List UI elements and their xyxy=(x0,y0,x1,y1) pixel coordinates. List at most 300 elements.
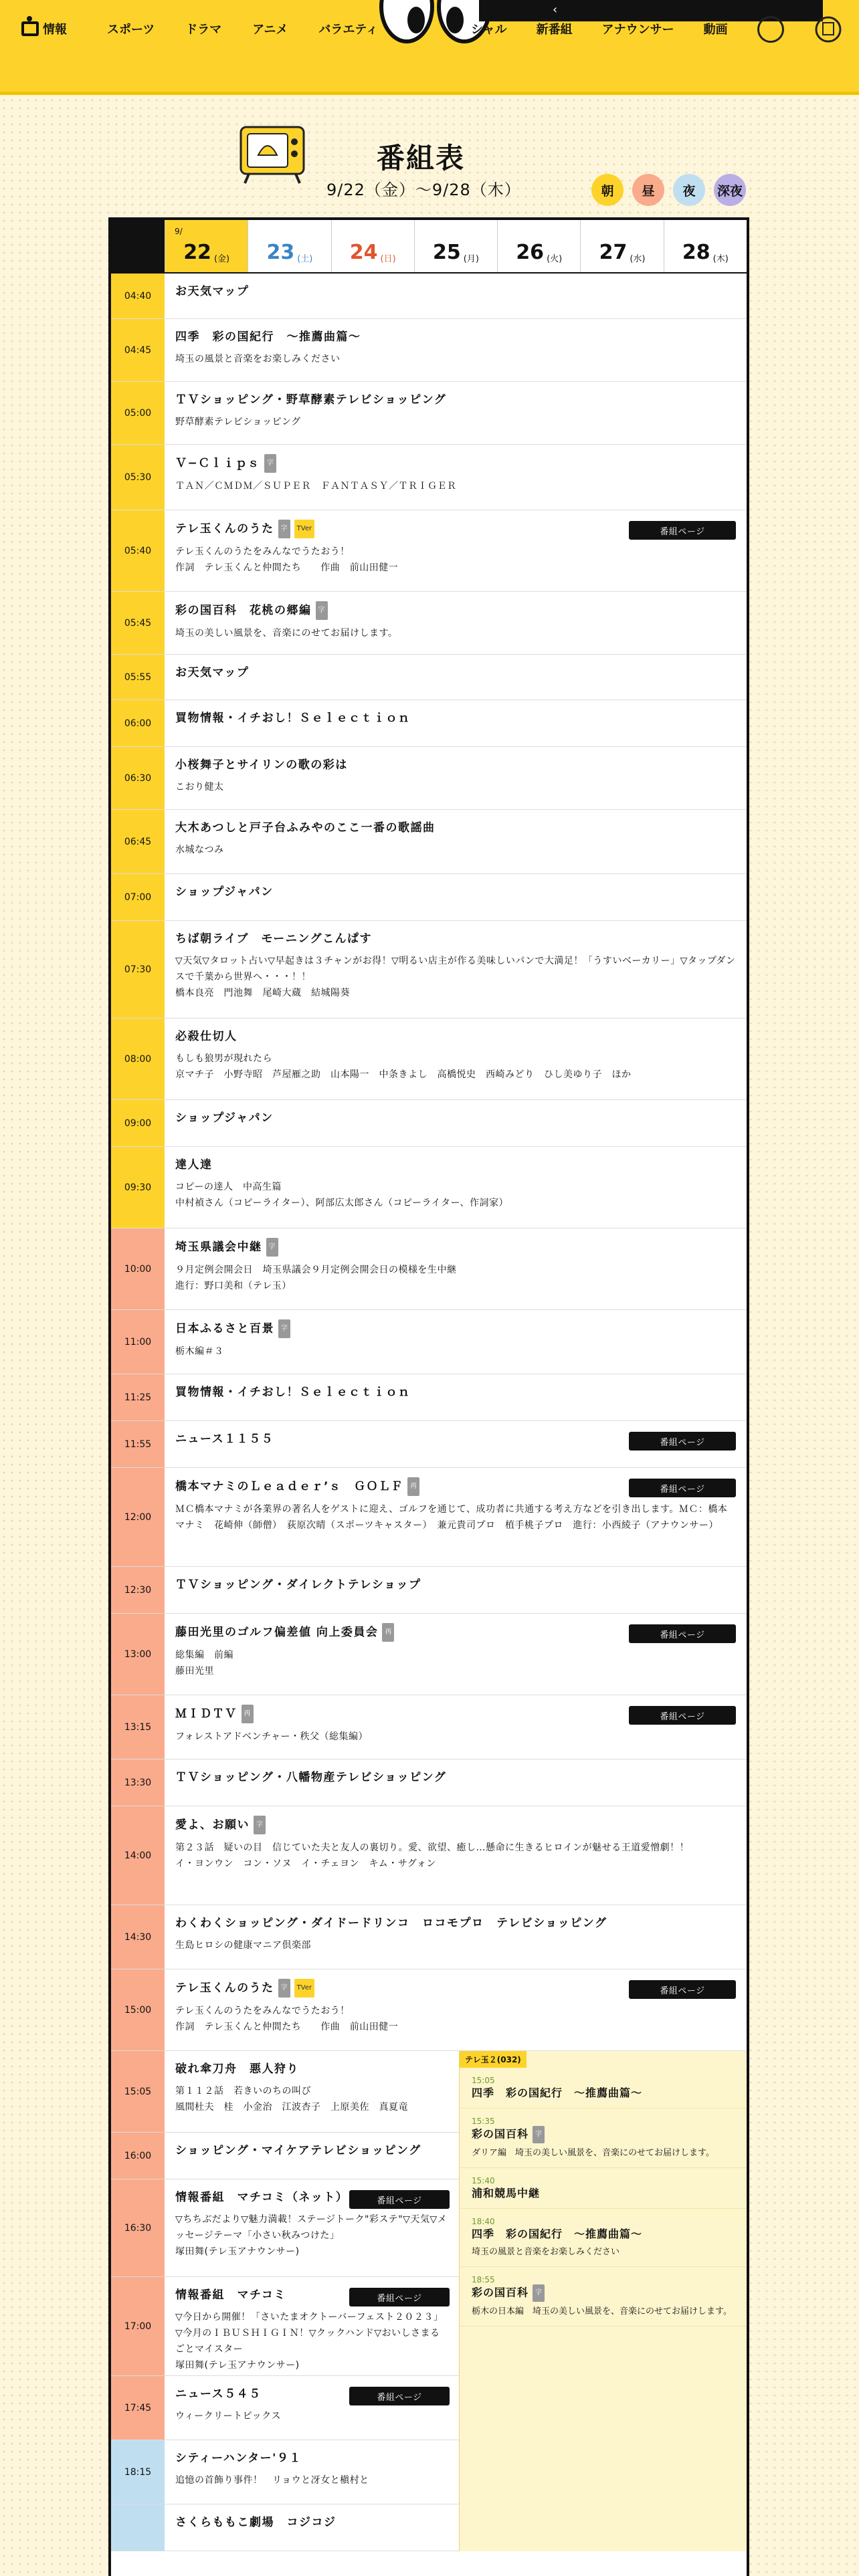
program-description-line: こおり健太 xyxy=(175,782,224,792)
program-title[interactable] xyxy=(175,1028,736,1045)
sub-program-description: ダリア編 埼玉の美しい風景を、音楽にのせてお届けします。 xyxy=(472,2148,714,2158)
nav-item[interactable]: アナウンサー xyxy=(601,23,674,37)
program-time: 12:30 xyxy=(111,1567,165,1613)
program-description-line: 栃木編＃３ xyxy=(175,1346,224,1357)
program-description xyxy=(175,2309,448,2373)
sub-program-title[interactable] xyxy=(472,2226,735,2242)
program-page-button[interactable]: 番組ページ xyxy=(629,1479,736,1497)
program-time: 17:45 xyxy=(111,2376,165,2440)
tv-mascot-illustration xyxy=(235,114,309,187)
program-time: 15:00 xyxy=(111,1969,165,2050)
program-time: 11:00 xyxy=(111,1310,165,1374)
program-title-text: 情報番組 マチコミ xyxy=(175,2288,286,2302)
program-cell[interactable] xyxy=(165,1228,747,1309)
secondary-nav xyxy=(471,20,757,37)
program-cell[interactable] xyxy=(165,1147,747,1228)
program-description xyxy=(175,2212,448,2260)
sub-program-title-text: 四季 彩の国紀行 〜推薦曲篇〜 xyxy=(472,2228,643,2240)
program-cell[interactable] xyxy=(165,2504,459,2551)
program-description-line: 橋本良亮 門池舞 尾崎大蔵 結城陽葵 xyxy=(175,988,350,998)
sub-program-title[interactable] xyxy=(472,2126,735,2143)
program-title[interactable] xyxy=(175,1156,736,1174)
program-description xyxy=(175,842,736,858)
program-cell[interactable] xyxy=(165,1759,747,1806)
nav-item[interactable]: 新番組 xyxy=(536,23,573,37)
program-row[interactable] xyxy=(111,2179,459,2277)
program-cell[interactable] xyxy=(165,921,747,1018)
program-title[interactable] xyxy=(175,601,736,620)
program-row[interactable] xyxy=(111,1567,747,1614)
program-row[interactable] xyxy=(111,921,747,1018)
nav-item[interactable]: アニメ xyxy=(252,23,288,37)
program-title-text: テレ玉くんのうた xyxy=(175,1981,274,1995)
program-time: 11:25 xyxy=(111,1374,165,1420)
program-time: 11:55 xyxy=(111,1421,165,1467)
program-title-text: シティーハンター'９１ xyxy=(175,2452,302,2465)
program-description-line: ＴＡＮ／ＣＭＤＭ／ＳＵＰＥＲ ＦＡＮＴＡＳＹ／ＴＲＩＧＥＲ xyxy=(175,481,457,492)
program-row[interactable] xyxy=(111,1310,747,1374)
program-title[interactable] xyxy=(175,664,736,681)
program-cell[interactable] xyxy=(165,655,747,700)
program-row[interactable] xyxy=(111,1228,747,1310)
program-title-text: ＭＩＤＴＶ xyxy=(175,1707,237,1721)
day-tab[interactable] xyxy=(664,220,747,272)
program-title-text: さくらももこ劇場 コジコジ xyxy=(175,2516,337,2529)
program-cell[interactable] xyxy=(165,510,747,591)
sub-program-title[interactable] xyxy=(472,2284,735,2302)
program-description-line: 風間杜夫 桂 小金治 江波杏子 上原美佐 真夏竜 xyxy=(175,2102,408,2113)
program-time: 08:00 xyxy=(111,1018,165,1099)
program-time: 05:40 xyxy=(111,510,165,591)
program-description-line: 水城なつみ xyxy=(175,845,224,855)
program-description-line: コピーの達人 中高生篇 xyxy=(175,1182,282,1192)
program-description xyxy=(175,544,736,576)
program-title-text: ＴＶショッピング・八幡物産テレビショッピング xyxy=(175,1771,447,1784)
time-badge[interactable]: 朝 xyxy=(591,174,624,206)
program-description xyxy=(175,1262,736,1294)
program-title-text: わくわくショッピング・ダイドードリンコ ロコモプロ テレビショッピング xyxy=(175,1917,607,1930)
program-title-text: ショップジャパン xyxy=(175,885,274,899)
day-tab[interactable] xyxy=(414,220,497,272)
program-title[interactable] xyxy=(175,2514,448,2531)
program-page-button[interactable]: 番組ページ xyxy=(629,1624,736,1643)
program-title[interactable] xyxy=(175,1109,736,1127)
day-weekday: (日) xyxy=(380,254,396,264)
program-title-text: 愛よ、お願い xyxy=(175,1818,250,1832)
program-row[interactable] xyxy=(111,810,747,874)
program-page-button[interactable]: 番組ページ xyxy=(349,2288,450,2306)
program-time: 09:30 xyxy=(111,1147,165,1228)
program-time: 04:45 xyxy=(111,319,165,381)
program-description-line: ９月定例会開会日 埼玉県議会９月定例会開会日の模様を生中継 xyxy=(175,1265,457,1275)
program-description-line: イ・ヨンウン コン・ソヌ イ・チェヨン キム・サグォン xyxy=(175,1858,436,1869)
program-row[interactable] xyxy=(111,1374,747,1421)
program-row[interactable] xyxy=(111,1759,747,1806)
program-description xyxy=(175,953,736,1001)
program-cell[interactable] xyxy=(165,2277,459,2375)
sub-program-description: 栃木の日本編 埼玉の美しい風景を、音楽にのせてお届けします。 xyxy=(472,2306,732,2317)
program-description-line: 第１１２話 若きいのちの叫び xyxy=(175,2086,311,2097)
caption-badge: 字 xyxy=(278,520,290,538)
program-title[interactable] xyxy=(175,283,736,300)
program-title-text: ショッピング・マイケアテレビショッピング xyxy=(175,2144,421,2157)
program-row[interactable] xyxy=(111,274,747,319)
program-title-text: 日本ふるさと百景 xyxy=(175,1322,274,1335)
program-title-text: 必殺仕切人 xyxy=(175,1030,237,1043)
program-page-button[interactable]: 番組ページ xyxy=(349,2190,450,2209)
program-time: 14:30 xyxy=(111,1905,165,1969)
program-title[interactable] xyxy=(175,1816,736,1834)
program-row[interactable] xyxy=(111,1806,747,1905)
nav-item[interactable]: ドラマ xyxy=(185,23,222,37)
program-description-line: 塚田舞(テレ玉アナウンサー) xyxy=(175,2246,300,2257)
caption-badge: 字 xyxy=(278,1979,290,1998)
program-cell[interactable] xyxy=(165,747,747,809)
caption-badge: 字 xyxy=(533,2126,545,2143)
program-title-text: 彩の国百科 花桃の郷編 xyxy=(175,604,312,617)
program-description-line: 野草酵素テレビショッピング xyxy=(175,417,301,427)
program-time: 06:45 xyxy=(111,810,165,873)
day-tabs xyxy=(111,220,747,274)
program-time: 13:00 xyxy=(111,1614,165,1695)
program-time: 07:30 xyxy=(111,921,165,1018)
program-description-line: ▽天気▽タロット占い▽早起きは３チャンがお得！▽明るい店主が作る美味しいパンで大満足！「うすいベーカリー」▽タップダンスで千葉から世界へ・・・！！ xyxy=(175,956,736,982)
program-title[interactable] xyxy=(175,2142,448,2159)
program-page-button[interactable]: 番組ページ xyxy=(629,1706,736,1725)
program-list xyxy=(111,274,747,2051)
program-time: 06:00 xyxy=(111,700,165,746)
program-time: 13:30 xyxy=(111,1759,165,1806)
program-time: 05:30 xyxy=(111,445,165,510)
program-title-text: 情報番組 マチコミ（ネット） xyxy=(175,2191,349,2204)
program-time: 05:45 xyxy=(111,592,165,654)
program-row[interactable] xyxy=(111,2133,459,2179)
program-title-text: 破れ傘刀舟 悪人狩り xyxy=(175,2062,299,2076)
program-title[interactable] xyxy=(175,1384,736,1401)
program-cell[interactable] xyxy=(165,1421,747,1467)
program-title[interactable] xyxy=(175,819,736,837)
program-time: 18:15 xyxy=(111,2440,165,2504)
program-row[interactable] xyxy=(111,445,747,510)
program-title-text: ショップジャパン xyxy=(175,1111,274,1125)
sub-program-title-text: 彩の国百科 xyxy=(472,2286,529,2299)
program-description xyxy=(175,1179,736,1211)
program-description xyxy=(175,1051,736,1083)
main-nav xyxy=(107,20,409,37)
sub-program-item[interactable] xyxy=(460,2168,747,2209)
program-description-line: フォレストアドベンチャー・秩父（総集編） xyxy=(175,1731,369,1742)
day-weekday: (木) xyxy=(712,254,729,264)
caption-badge: 字 xyxy=(533,2284,545,2302)
sub-program-time: 15:35 xyxy=(472,2117,495,2126)
program-cell[interactable] xyxy=(165,592,747,654)
caption-badge: 字 xyxy=(278,1319,290,1338)
program-title[interactable] xyxy=(175,2450,448,2467)
sub-program-description: 埼玉の風景と音楽をお楽しみください xyxy=(472,2247,620,2257)
program-page-button[interactable]: 番組ページ xyxy=(349,2387,450,2405)
program-cell[interactable] xyxy=(165,1100,747,1146)
caption-badge: 字 xyxy=(254,1816,266,1834)
program-title-text: ＴＶショッピング・ダイレクトテレショップ xyxy=(175,1578,421,1592)
caption-badge: 字 xyxy=(264,454,276,473)
program-title-text: 大木あつしと戸子台ふみやのここ一番の歌謡曲 xyxy=(175,821,436,835)
program-cell[interactable] xyxy=(165,2051,459,2132)
sub-program-time: 15:40 xyxy=(472,2176,495,2185)
program-title[interactable] xyxy=(175,1915,736,1932)
program-time: 05:00 xyxy=(111,382,165,444)
program-description-line: 総集編 前編 xyxy=(175,1650,233,1660)
sub-program-title[interactable] xyxy=(472,2085,735,2101)
day-number: 28 xyxy=(682,241,710,264)
program-description xyxy=(175,351,736,367)
day-weekday: (月) xyxy=(463,254,479,264)
program-description-line: 埼玉の美しい風景を、音楽にのせてお届けします。 xyxy=(175,628,398,639)
program-row[interactable] xyxy=(111,2051,459,2133)
program-title-text: ちば朝ライブ モーニングこんぱす xyxy=(175,932,372,946)
program-cell[interactable] xyxy=(165,1614,747,1695)
program-title-text: 買物情報・イチおし！Ｓｅｌｅｃｔｉｏｎ xyxy=(175,712,411,725)
program-description-line: ▽ちちぶだより▽魅力満載！ステージトーク"彩ステ"▽天気▽メッセージテーマ「小さい秋みつけた」 xyxy=(175,2214,448,2241)
day-number: 22 xyxy=(183,241,211,264)
sub-program-title-text: 四季 彩の国紀行 〜推薦曲篇〜 xyxy=(472,2086,643,2099)
nav-item[interactable]: 動画 xyxy=(703,23,728,37)
sub-channel-column xyxy=(459,2051,747,2551)
program-description xyxy=(175,625,736,641)
program-cell[interactable] xyxy=(165,1905,747,1969)
sub-channel-label: テレ玉２(032) xyxy=(460,2051,527,2068)
program-row[interactable] xyxy=(111,510,747,592)
program-title[interactable] xyxy=(175,930,736,948)
program-cell[interactable] xyxy=(165,1310,747,1374)
program-cell[interactable] xyxy=(165,1468,747,1566)
program-row[interactable] xyxy=(111,592,747,655)
program-cell[interactable] xyxy=(165,1969,747,2050)
program-row[interactable] xyxy=(111,1018,747,1100)
sub-program-title-text: 彩の国百科 xyxy=(472,2127,529,2141)
program-description xyxy=(175,1937,736,1953)
program-description-line: 藤田光里 xyxy=(175,1666,214,1677)
program-title-text: 藤田光里のゴルフ偏差値 向上委員会 xyxy=(175,1626,379,1639)
program-title-text: 埼玉県議会中継 xyxy=(175,1241,262,1254)
program-cell[interactable] xyxy=(165,810,747,873)
program-cell[interactable] xyxy=(165,382,747,444)
program-row[interactable] xyxy=(111,2376,459,2440)
program-cell[interactable] xyxy=(165,2179,459,2276)
nav-item[interactable]: シャル xyxy=(471,23,507,37)
program-description xyxy=(175,2003,736,2035)
program-description xyxy=(175,1501,736,1533)
program-title[interactable] xyxy=(175,328,736,346)
program-title[interactable] xyxy=(175,391,736,409)
program-title[interactable] xyxy=(175,883,736,901)
program-cell[interactable] xyxy=(165,1806,747,1905)
program-title-text: 四季 彩の国紀行 〜推薦曲篇〜 xyxy=(175,330,361,344)
program-description-line: 中村禎さん（コピーライター）、阿部広太郎さん（コピーライター、作詞家） xyxy=(175,1198,508,1208)
program-description-line: 塚田舞(テレ玉アナウンサー) xyxy=(175,2360,300,2371)
day-weekday: (土) xyxy=(297,254,313,264)
program-row[interactable] xyxy=(111,2504,459,2551)
program-row[interactable] xyxy=(111,874,747,921)
program-description-line: 作詞 テレ玉くんと仲間たち 作曲 前山田健一 xyxy=(175,562,399,573)
program-time: 17:00 xyxy=(111,2277,165,2375)
program-row[interactable] xyxy=(111,319,747,382)
program-description xyxy=(175,1344,736,1360)
program-row[interactable] xyxy=(111,1421,747,1468)
day-tab[interactable] xyxy=(165,220,248,272)
day-number: 24 xyxy=(349,241,378,264)
day-number: 23 xyxy=(266,241,295,264)
day-tab[interactable] xyxy=(331,220,414,272)
program-time: 10:00 xyxy=(111,1228,165,1309)
program-description xyxy=(175,2408,448,2424)
program-row[interactable] xyxy=(111,1147,747,1228)
time-badge[interactable]: 夜 xyxy=(673,174,705,206)
program-title[interactable] xyxy=(175,1576,736,1594)
program-cell[interactable] xyxy=(165,2133,459,2179)
day-weekday: (火) xyxy=(547,254,563,264)
program-row[interactable] xyxy=(111,655,747,700)
program-cell[interactable] xyxy=(165,1567,747,1613)
program-title-text: 小桜舞子とサイリンの歌の彩は xyxy=(175,758,348,772)
sub-program-item[interactable] xyxy=(460,2068,747,2109)
program-description xyxy=(175,478,736,494)
program-row[interactable] xyxy=(111,1468,747,1567)
program-title-text: ニュース５４５ xyxy=(175,2387,262,2401)
time-filter xyxy=(591,174,746,206)
program-cell[interactable] xyxy=(165,2376,459,2440)
program-title-text: 買物情報・イチおし！Ｓｅｌｅｃｔｉｏｎ xyxy=(175,1386,411,1399)
program-title[interactable] xyxy=(175,1238,736,1257)
program-time: 13:15 xyxy=(111,1695,165,1759)
program-page-button[interactable]: 番組ページ xyxy=(629,1980,736,1999)
program-description-line: 作詞 テレ玉くんと仲間たち 作曲 前山田健一 xyxy=(175,2022,399,2032)
program-description xyxy=(175,779,736,795)
program-time: 16:30 xyxy=(111,2179,165,2276)
nav-item[interactable]: バラエティ xyxy=(318,23,378,37)
day-month: 9/ xyxy=(175,227,183,236)
program-schedule xyxy=(108,217,749,2576)
program-description xyxy=(175,1840,736,1872)
program-title[interactable] xyxy=(175,1769,736,1786)
sub-program-item[interactable] xyxy=(460,2267,747,2327)
program-row[interactable] xyxy=(111,1614,747,1695)
program-cell[interactable] xyxy=(165,874,747,920)
program-row[interactable] xyxy=(111,1969,747,2051)
program-page-button[interactable]: 番組ページ xyxy=(629,1432,736,1451)
program-description xyxy=(175,2472,448,2488)
slider-prev-icon[interactable]: ‹ xyxy=(553,3,558,17)
date-range: 9/22（金）〜9/28（木） xyxy=(326,181,521,199)
tv-icon[interactable] xyxy=(757,16,784,43)
sub-program-time: 18:55 xyxy=(472,2275,495,2284)
program-row[interactable] xyxy=(111,1695,747,1759)
program-time: 16:00 xyxy=(111,2133,165,2179)
program-time: 12:00 xyxy=(111,1468,165,1566)
split-program-list xyxy=(111,2051,747,2551)
program-description-line: テレ玉くんのうたをみんなでうたおう！ xyxy=(175,546,350,557)
nav-item[interactable]: スポーツ xyxy=(107,23,155,37)
program-description-line: ウィークリートピックス xyxy=(175,2411,281,2422)
day-weekday: (金) xyxy=(213,254,230,264)
program-title[interactable] xyxy=(175,2060,448,2078)
program-time: 15:05 xyxy=(111,2051,165,2132)
program-row[interactable] xyxy=(111,2440,459,2504)
site-logo[interactable] xyxy=(20,12,94,44)
program-row[interactable] xyxy=(111,1100,747,1147)
program-description xyxy=(175,1647,736,1679)
program-description-line: ▽今日から開催！「さいたまオクトーバーフェスト２０２３」▽今月のＩＢＵＳＨＩＧＩＮ！▽クックハンド▽おいしさまるごとマイスター xyxy=(175,2312,444,2355)
program-title[interactable] xyxy=(175,454,736,473)
program-time xyxy=(111,2504,165,2551)
day-tab[interactable] xyxy=(248,220,330,272)
program-row[interactable] xyxy=(111,747,747,810)
sub-program-item[interactable] xyxy=(460,2109,747,2168)
caption-badge: 再 xyxy=(407,1477,419,1496)
program-title-text: お天気マップ xyxy=(175,666,250,679)
sub-program-title[interactable] xyxy=(472,2185,735,2202)
day-number: 25 xyxy=(433,241,461,264)
time-badge[interactable]: 深夜 xyxy=(714,174,746,206)
day-tab[interactable] xyxy=(580,220,663,272)
program-cell[interactable] xyxy=(165,1374,747,1420)
program-row[interactable] xyxy=(111,700,747,747)
time-badge[interactable]: 昼 xyxy=(632,174,664,206)
program-description-line: 進行：野口美和（テレ玉） xyxy=(175,1281,292,1291)
program-page-button[interactable]: 番組ページ xyxy=(629,521,736,540)
program-description-line: 生島ヒロシの健康マニア倶楽部 xyxy=(175,1940,311,1951)
program-cell[interactable] xyxy=(165,1018,747,1099)
program-row[interactable] xyxy=(111,382,747,445)
program-row[interactable] xyxy=(111,2277,459,2376)
program-description-line: ＭＣ橋本マナミが各業界の著名人をゲストに迎え、ゴルフを通じて、成功者に共通する考え方などを引き出します。ＭＣ：橋本マナミ 花崎伸（師僧） 荻原次晴（スポーツキャスター） 兼元貴司プロ 植手桃子プロ 進行：小西綾子（アナウンサー） xyxy=(175,1504,728,1531)
sub-program-title-text: 浦和競馬中継 xyxy=(472,2187,541,2199)
day-number: 26 xyxy=(516,241,545,264)
program-title[interactable] xyxy=(175,756,736,774)
sub-program-time: 15:05 xyxy=(472,2076,495,2085)
caption-badge: 再 xyxy=(382,1623,394,1642)
program-title-text: ＴＶショッピング・野草酵素テレビショッピング xyxy=(175,393,447,407)
sub-program-item[interactable] xyxy=(460,2209,747,2267)
title-area xyxy=(0,107,859,207)
program-cell[interactable] xyxy=(165,2440,459,2504)
program-cell[interactable] xyxy=(165,700,747,746)
svg-text:情報: 情報 xyxy=(43,23,67,37)
site-header xyxy=(0,0,859,95)
caption-badge: 字 xyxy=(316,601,328,620)
program-title[interactable] xyxy=(175,1319,736,1338)
program-title-text: 橋本マナミのＬｅａｄｅｒ’ｓ ＧＯＬＦ xyxy=(175,1480,403,1493)
program-cell[interactable] xyxy=(165,319,747,381)
calendar-icon[interactable] xyxy=(814,12,843,44)
program-cell[interactable] xyxy=(165,445,747,510)
program-row[interactable] xyxy=(111,1905,747,1969)
program-description-line: テレ玉くんのうたをみんなでうたおう！ xyxy=(175,2006,350,2016)
sub-program-time: 18:40 xyxy=(472,2217,495,2226)
program-cell[interactable] xyxy=(165,274,747,318)
program-title-text: テレ玉くんのうた xyxy=(175,522,274,536)
tver-badge: TVer xyxy=(294,1979,314,1998)
program-title-text: お天気マップ xyxy=(175,285,250,298)
caption-badge: 再 xyxy=(242,1705,254,1723)
program-time: 04:40 xyxy=(111,274,165,318)
day-tabs-corner xyxy=(111,220,165,272)
program-description-line: 第２３話 疑いの目 信じていた夫と友人の裏切り。愛、欲望、癒し…懸命に生きるヒロインが魅せる王道愛憎劇！！ xyxy=(175,1842,690,1853)
program-title-text: Ｖ−Ｃｌｉｐｓ xyxy=(175,457,260,470)
program-title[interactable] xyxy=(175,710,736,727)
day-tab[interactable] xyxy=(497,220,580,272)
program-cell[interactable] xyxy=(165,1695,747,1759)
program-description xyxy=(175,414,736,430)
